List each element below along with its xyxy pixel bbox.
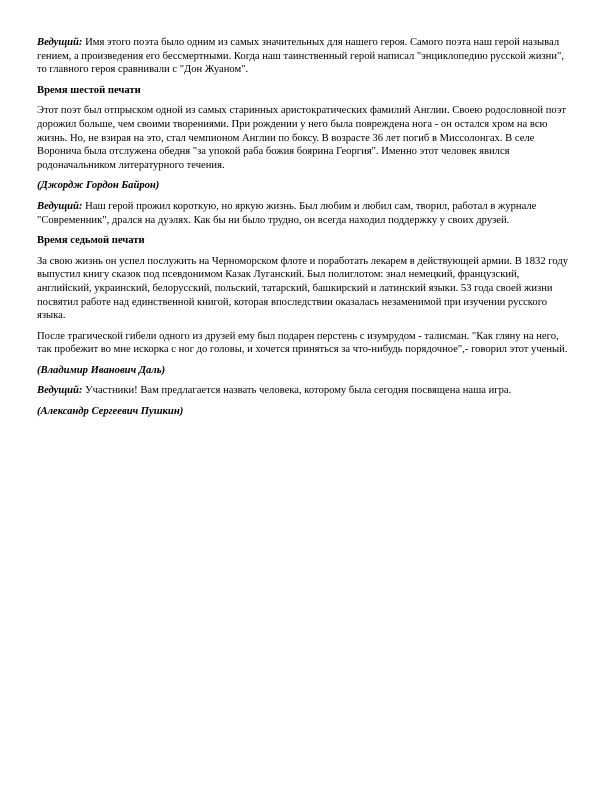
speaker-label: Ведущий: (37, 385, 83, 397)
paragraph-host-hero (37, 200, 575, 227)
speaker-label: Ведущий: (37, 37, 83, 48)
paragraph-text: Участники! Вам предлагается назвать человека, которому была сегодня посвящена наша игра. (85, 385, 512, 397)
paragraph-text: Наш герой прожил короткую, но яркую жизнь. Был любим и любил сам, творил, работал в журнале "Современник", дрался на дуэлях. Как бы ни было трудно, он всегда находил поддержку у своих друзей. (37, 200, 537, 226)
section-heading-sixth-seal: Время шестой печати (37, 84, 141, 96)
document-page (37, 36, 575, 426)
paragraph-dal-clue: За свою жизнь он успел послужить на Черноморском флоте и поработать лекарем в действующей армии. В 1832 году выпустил книгу сказок под псевдонимом Казак Луганский. Был полиглотом: знал немецкий, французский, английский, украинский, белорусский, польский, татарский, башкирский и латинский языки. 53 года своей жизни посвятил работе над единственной книгой, которая впоследствии оказалась незаменимой при изучении русского языка. (37, 255, 569, 322)
paragraph-host-final (37, 384, 575, 398)
paragraph-text: Имя этого поэта было одним из самых значительных для нашего героя. Самого поэта наш герой называл гением, а произведения его бессмертными. Когда наш таинственный герой написал "энциклопедию русской жизни", то главного героя сравнивали с "Дон Жуаном". (37, 37, 564, 76)
answer-pushkin: (Александр Сергеевич Пушкин) (37, 406, 184, 418)
paragraph-host-intro (37, 36, 575, 77)
section-heading-seventh-seal: Время седьмой печати (37, 235, 145, 247)
speaker-label: Ведущий: (37, 200, 83, 212)
answer-byron: (Джордж Гордон Байрон) (37, 180, 160, 192)
answer-dal: (Владимир Иванович Даль) (37, 364, 166, 376)
paragraph-byron-clue: Этот поэт был отпрыском одной из самых старинных аристократических фамилий Англии. Своею родословной поэт дорожил больше, чем своими творениями. При рождении у него была повреждена нога - он остался хром на всю жизнь. Но, не взирая на это, стал чемпионом Англии по боксу. В возрасте 36 лет погиб в Миссолонгах. В селе Воронича была отслужена обедня "за упокой раба божия боярина Георгия". Именно этот человек явился родоначальником литературного течения. (37, 105, 567, 171)
paragraph-ring-clue: После трагической гибели одного из друзей ему был подарен перстень с изумрудом - талисман. "Как гляну на него, так пробежит во мне искорка с ног до головы, и хочется приняться за что-нибудь порядочное",- говорил этот ученый. (37, 330, 568, 356)
